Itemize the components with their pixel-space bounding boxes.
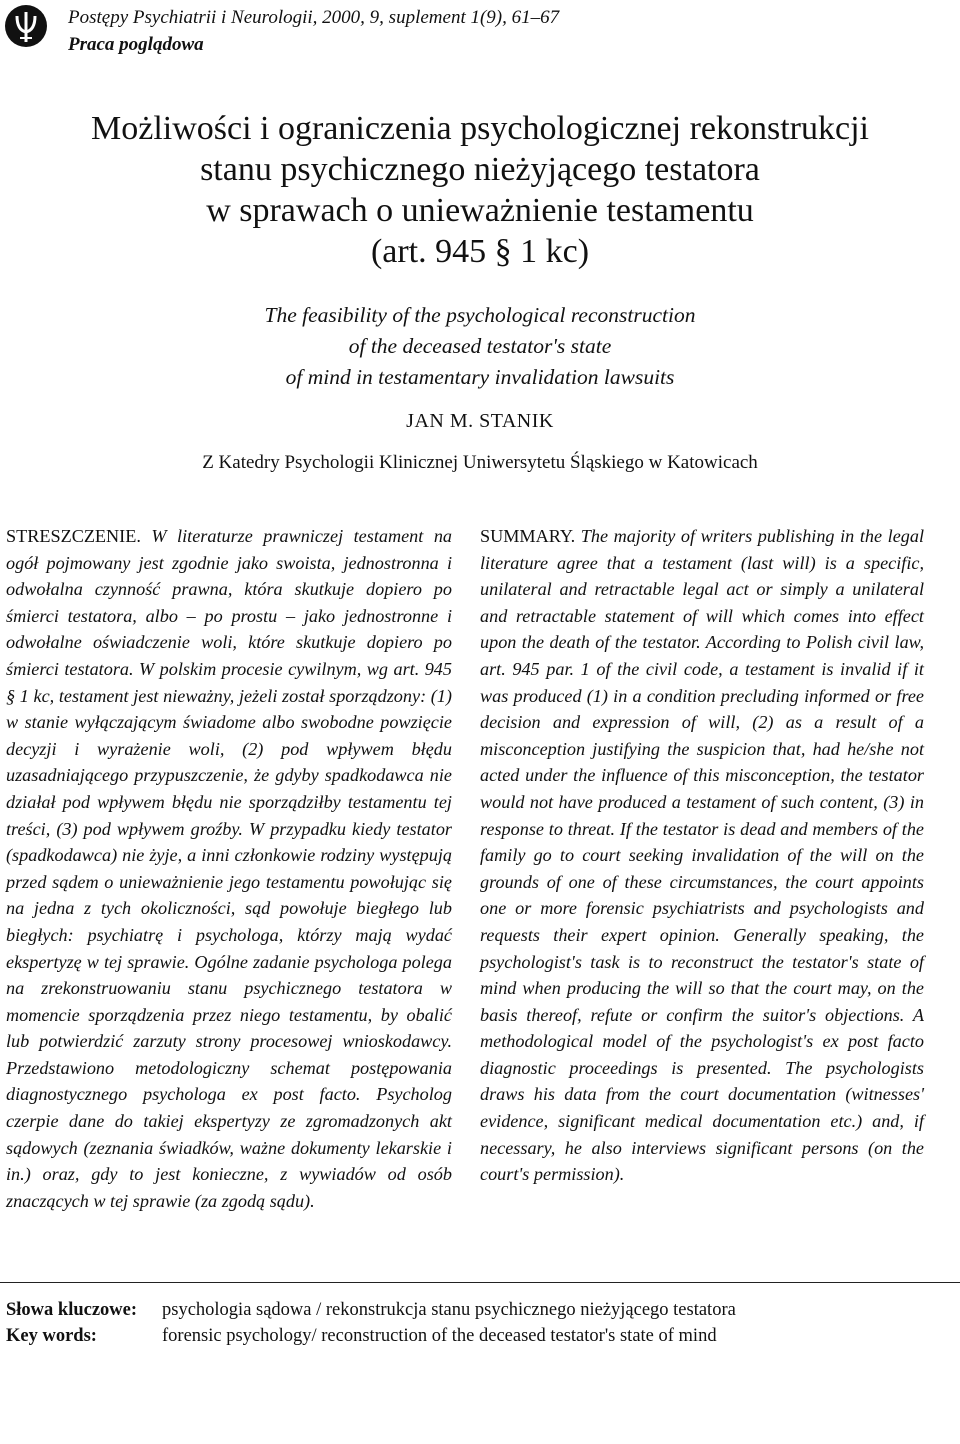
keywords-polish — [6, 1300, 736, 1321]
journal-citation: Postępy Psychiatrii i Neurologii, 2000, 9, suplement 1(9), 61–67 — [68, 7, 560, 28]
author-affiliation: Z Katedry Psychologii Klinicznej Uniwersytetu Śląskiego w Katowicach — [202, 452, 758, 473]
abstract-english — [480, 523, 924, 1188]
title-block — [0, 108, 960, 393]
keywords-english-value: forensic psychology/ reconstruction of the deceased testator's state of mind — [162, 1326, 717, 1346]
keywords-polish-label: Słowa kluczowe: — [6, 1300, 138, 1320]
polish-title — [0, 108, 960, 272]
keywords-english — [6, 1326, 717, 1347]
english-title — [0, 300, 960, 393]
abstract-english-text: The majority of writers publishing in the legal literature agree that a testament (last will) is a specific, unilateral and retractable legal act or simply a unilateral and retractable statement of will which comes into effect upon the death of the testator. According to Polish civil law, art. 945 par. 1 of the civil code, a testament is invalid if it was produced (1) in a condition precluding informed or free decision and expression of will, (2) as a result of a misconception justifying the suspicion that, had he/she not acted under the influence of this misconception, the testator would not have produced a testament of such content, (3) in response to threat. If the testator is dead and members of the family go to court seeking invalidation of the will on the grounds of one of these circumstances, the court appoints one or more forensic psychiatrists and psychologists and requests their expert opinion. Generally speaking, the psychologist's task is to reconstruct the testator's state of mind when producing the will so that the court may, on the basis thereof, refute or confirm the suitor's objections. A methodological model of the psychologist's ex post facto diagnostic proceedings is presented. The psychologists draws his data from the court documentation (witnesses' evidence, significant medical documentation etc.) and, if necessary, he also interviews significant persons (on the court's permission). — [480, 526, 925, 1185]
english-title-line: of the deceased testator's state — [348, 334, 612, 358]
article-type: Praca poglądowa — [68, 34, 204, 55]
keywords-divider — [0, 1282, 960, 1283]
abstract-polish — [6, 523, 452, 1214]
abstract-english-label: SUMMARY. — [480, 526, 576, 546]
keywords-polish-value: psychologia sądowa / rekonstrukcja stanu psychicznego nieżyjącego testatora — [162, 1300, 736, 1320]
journal-header — [68, 4, 559, 58]
polish-title-line: Możliwości i ograniczenia psychologicznej rekonstrukcji — [91, 110, 869, 147]
journal-logo-icon — [4, 4, 48, 48]
keywords-english-label: Key words: — [6, 1326, 97, 1346]
english-title-line: of mind in testamentary invalidation lawsuits — [285, 365, 675, 389]
english-title-line: The feasibility of the psychological reconstruction — [264, 303, 696, 327]
author-name: JAN M. STANIK — [406, 410, 554, 432]
polish-title-line: stanu psychicznego nieżyjącego testatora — [200, 151, 760, 188]
abstract-polish-label: STRESZCZENIE. — [6, 526, 141, 546]
polish-title-line: w sprawach o unieważnienie testamentu — [206, 192, 754, 229]
abstract-polish-text: W literaturze prawniczej testament na ogół pojmowany jest zgodnie jako swoista, jednostronna i odwołalna czynność prawna, która skutkuje dopiero po śmierci testatora, albo – po prostu – jako jednostronne i odwołalne oświadczenie woli, które skutkuje dopiero po śmierci testatora. W polskim procesie cywilnym, wg art. 945 § 1 kc, testament jest nieważny, jeżeli został sporządzony: (1) w stanie wyłączającym świadome albo swobodne powzięcie decyzji i wyrażenie woli, (2) pod wpływem błędu uzasadniającego przypuszczenie, że gdyby spadkodawca nie działał pod wpływem błędu nie sporządziłby testamentu tej treści, (3) pod wpływem groźby. W przypadku kiedy testator (spadkodawca) nie żyje, a inni członkowie rodziny występują przed sądem o unieważnienie jego testamentu powołując się na jedna z tych okoliczności, sąd powołuje biegłego lub biegłych: psychiatrę i psychologa, którzy mają wydać ekspertyzę w tej sprawie. Ogólne zadanie psychologa polega na zrekonstruowaniu stanu psychicznego testatora w momencie sporządzenia przez niego testamentu, by obalić lub potwierdzić zarzuty strony procesowej wnioskodawcy. Przedstawiono metodologiczny schemat postępowania diagnostycznego psychologa ex post facto. Psycholog czerpie dane do takiej ekspertyzy ze zgromadzonych akt sądowych (zeznania świadków, ważne dokumenty lekarskie i in.) oraz, gdy to jest konieczne, z wywiadów od osób znaczących w tej sprawie (za zgodą sądu). — [6, 526, 453, 1211]
polish-title-line: (art. 945 § 1 kc) — [370, 233, 590, 270]
